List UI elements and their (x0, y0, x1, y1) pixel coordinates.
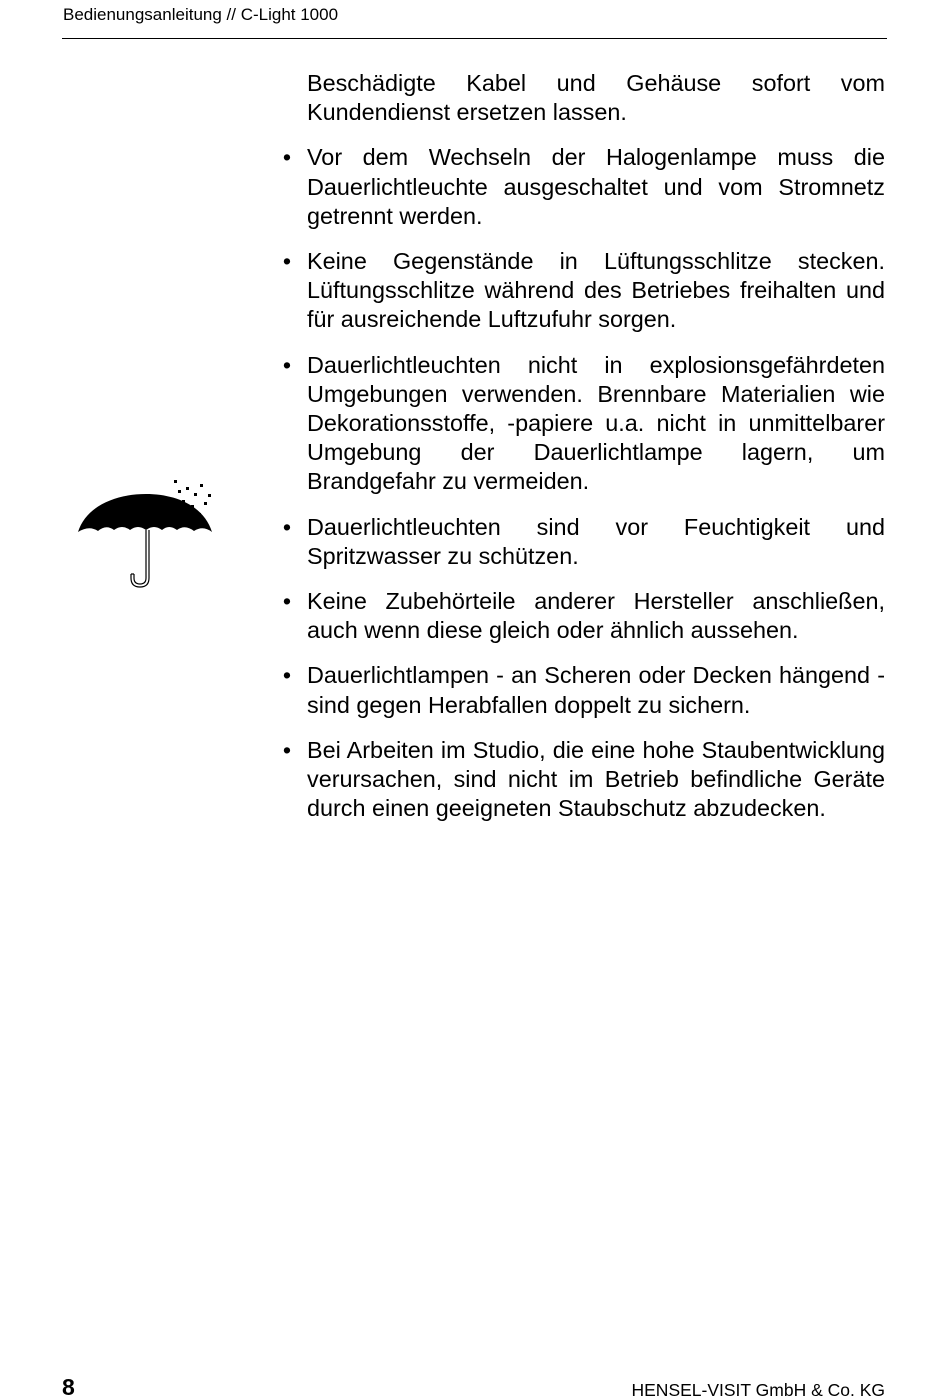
bullet-icon: • (282, 662, 292, 689)
bullet-icon: • (282, 144, 292, 171)
bullet-icon: • (282, 248, 292, 275)
page-number: 8 (62, 1374, 75, 1400)
list-item (282, 736, 885, 824)
bullet-icon: • (282, 588, 292, 615)
list-item-text: Bei Arbeiten im Studio, die eine hohe Staubentwicklung verursachen, sind nicht im Betrieb befindliche Geräte durch einen geeigneten Staubschutz abzudecken. (307, 736, 885, 822)
list-item (282, 513, 885, 571)
list-item-text: Dauerlichtleuchten nicht in explosionsgefährdeten Umgebungen verwenden. Brennbare Materialien wie Dekorationsstoffe, -papiere u.a. nicht in unmittelbarer Umgebung der Dauerlichtlampe lagern, um Brandgefahr zu vermeiden. (307, 351, 885, 495)
bullet-icon: • (282, 513, 292, 540)
list-item (282, 661, 885, 719)
list-item (282, 247, 885, 335)
header-rule (62, 38, 887, 39)
umbrella-rain-icon (76, 476, 218, 588)
list-item-text: Vor dem Wechseln der Halogenlampe muss die Dauerlichtleuchte ausgeschaltet und vom Stromnetz getrennt werden. (307, 144, 885, 229)
list-item (282, 587, 885, 645)
list-item (282, 351, 885, 497)
bullet-icon: • (282, 351, 292, 378)
list-item-text: Dauerlichtleuchten sind vor Feuchtigkeit und Spritzwasser zu schützen. (307, 513, 885, 569)
list-item (282, 143, 885, 231)
safety-instructions (282, 69, 885, 839)
footer-company: HENSEL-VISIT GmbH & Co. KG (631, 1380, 885, 1400)
intro-text: Beschädigte Kabel und Gehäuse sofort vom Kundendienst ersetzen lassen. (307, 70, 885, 126)
list-item-text: Keine Gegenstände in Lüftungsschlitze stecken. Lüftungsschlitze während des Betriebes freihalten und für ausreichende Luftzufuhr sorgen. (307, 248, 885, 333)
list-item-text: Keine Zubehörteile anderer Hersteller anschließen, auch wenn diese gleich oder ähnlich aussehen. (307, 588, 885, 644)
list-item-text: Dauerlichtlampen - an Scheren oder Decken hängend - sind gegen Herabfallen doppelt zu sichern. (307, 662, 885, 718)
bullet-icon: • (282, 736, 292, 763)
header-title: Bedienungsanleitung // C-Light 1000 (63, 5, 339, 24)
